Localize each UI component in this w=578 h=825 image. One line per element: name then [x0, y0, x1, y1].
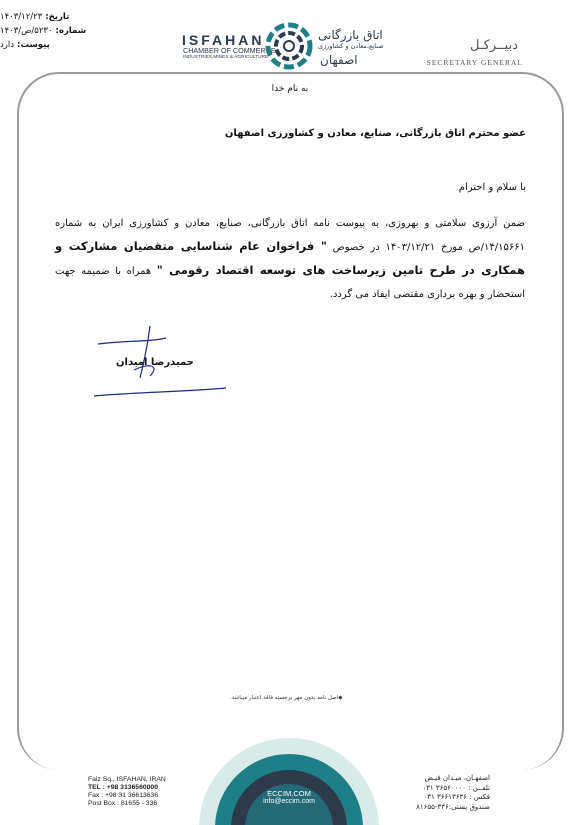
- date-label: تاریخ:: [45, 12, 70, 22]
- footer-pobox-fa: صندوق پستی:۳۳۶-۸۱۶۵۵: [416, 802, 490, 811]
- logo-en-main: ISFAHAN: [182, 32, 265, 48]
- email-link[interactable]: info@eccim.com: [263, 798, 315, 805]
- letter-meta: [0, 10, 100, 52]
- logo-fa-city: اصفهان: [320, 53, 358, 67]
- logo-en-sub2: INDUSTRIES,MINES & AGRICULTURE: [183, 55, 269, 60]
- number-label: شماره:: [55, 26, 87, 36]
- footer-fax-en: Fax : +98 31 36613636: [88, 792, 159, 799]
- attachment-value: دارد: [0, 40, 15, 50]
- logo-fa-main: اتاق بازرگانی: [318, 28, 383, 42]
- number-value: ۵۲۳۰/ص/۱۴۰۳: [0, 26, 53, 36]
- logo-fa-sub: صنایع،معادن و کشاورزی: [318, 42, 384, 50]
- body-bold-subject: " فراخوان عام شناسایی متقضیان مشارکت و همکاری در طرح تامین زیرساخت های توسعه اقتصاد رقومی ": [55, 239, 525, 277]
- footer-pobox-en: Post Box : 81655 - 336: [88, 800, 158, 807]
- body-part-2: همراه با ضمیمه جهت استحضار و بهره برداری مقتضی ایفاد می گردد.: [55, 266, 525, 300]
- body-part-1: ضمن آرزوی سلامتی و بهروزی، به پیوست نامه اتاق بازرگانی، صنایع، معادن و کشاورزی ایران به شماره ۱۴/۱۵۶۶۱/ص مورخ ۱۴۰۳/۱۲/۲۱ در خصوص: [55, 218, 525, 253]
- secretary-title-fa: دبیــرکـل: [470, 38, 518, 53]
- bismillah: به نام خدا: [271, 84, 309, 94]
- website-link[interactable]: ECCIM.COM: [267, 789, 311, 798]
- footer-ornament: [196, 730, 382, 825]
- validity-note: ◆اصل نامه بدون مهر برجسته فاقد اعتبار میباشد.: [230, 695, 343, 701]
- recipient-line: عضو محترم اتاق بازرگانی، صنایع، معادن و کشاورزی اصفهان: [224, 128, 526, 139]
- greeting: با سلام و احترام: [458, 182, 526, 193]
- page-frame: [17, 72, 564, 770]
- footer-tel-en: TEL : +98 3136560000: [88, 784, 158, 791]
- footer-address-fa: اصفهـان، میـدان فیـض: [424, 774, 490, 782]
- attachment-row: [0, 38, 100, 52]
- letter-body: [55, 212, 525, 306]
- footer-contact-fa: [416, 774, 490, 812]
- secretary-title-en: SECRETARY GENERAL: [426, 58, 523, 67]
- date-value: ۱۴۰۳/۱۲/۲۳: [0, 12, 43, 22]
- footer-tel-fa: تلفــن : ۳۶۵۶۰۰۰۰ ۰۳۱: [422, 783, 490, 792]
- date-row: [0, 10, 100, 24]
- footer-web: [250, 790, 328, 806]
- footer-address-en: Faiz Sq., ISFAHAN, IRAN: [88, 776, 166, 783]
- footer-fax-fa: فکس : ۳۶۶۱۳۶۳۶ ۰۳۱: [423, 793, 490, 801]
- chamber-logo-icon: [264, 22, 314, 70]
- logo-en-sub1: CHAMBER OF COMMERCE: [183, 46, 276, 55]
- footer-contact-en: [88, 776, 166, 808]
- number-row: [0, 24, 100, 38]
- attachment-label: پیوست:: [17, 40, 50, 50]
- signatory-name: حمیدرضا امیدان: [116, 357, 194, 368]
